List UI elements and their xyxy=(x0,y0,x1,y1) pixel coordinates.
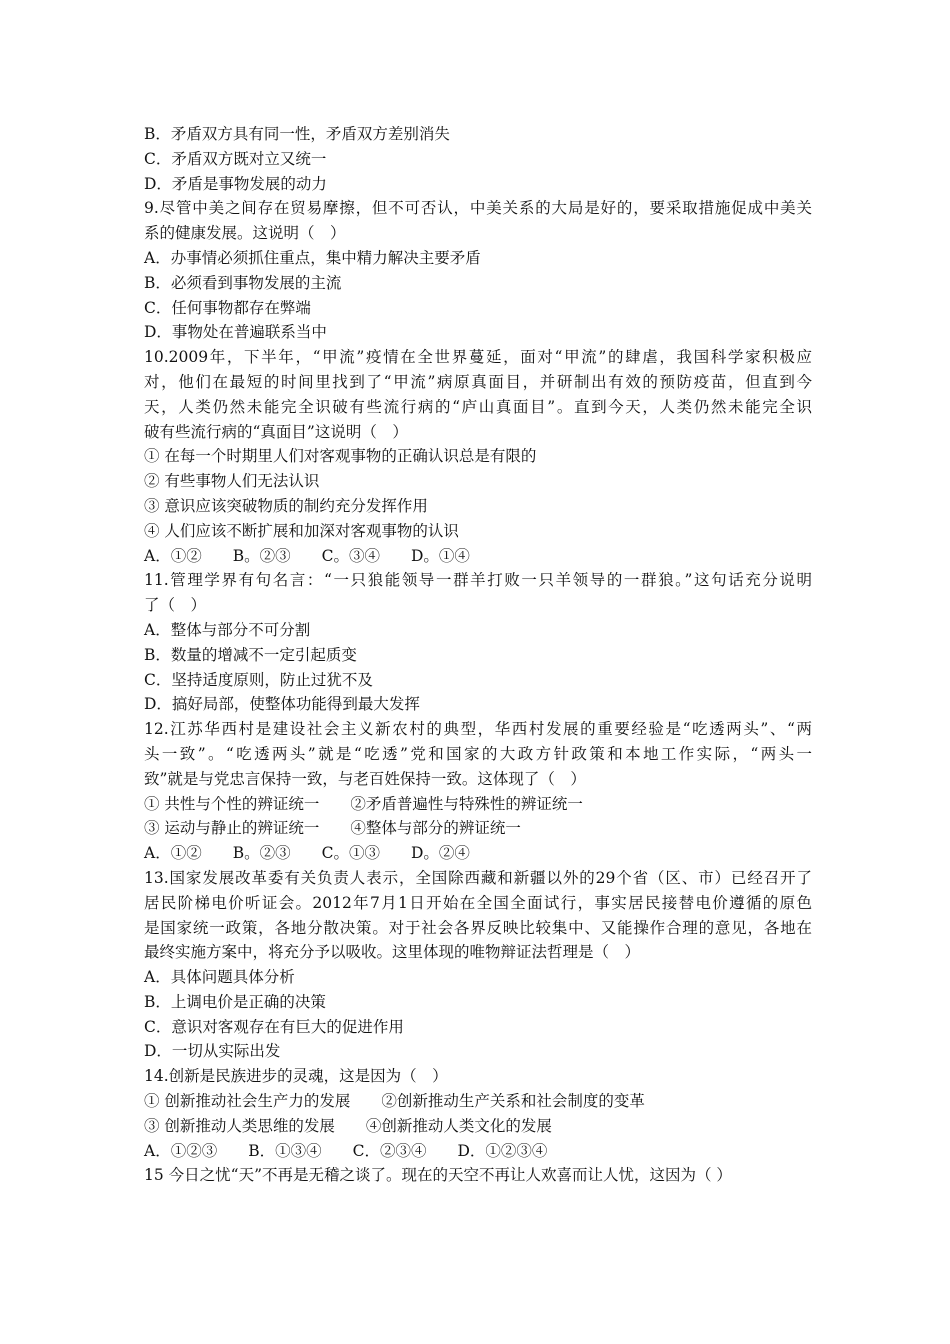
option-11c: C．坚持适度原则，防止过犹不及 xyxy=(144,670,373,689)
question-13-stem: 13.国家发展改革委有关负责人表示，全国除西藏和新疆以外的29个省（区、市）已经召开了 xyxy=(144,868,812,887)
document-page xyxy=(144,122,812,1188)
statement-12-1-2: ① 共性与个性的辨证统一 ②矛盾普遍性与特殊性的辨证统一 xyxy=(144,794,583,813)
question-11-stem: 了（ ） xyxy=(144,596,207,615)
question-9-stem: 9.尽管中美之间存在贸易摩擦，但不可否认，中美关系的大局是好的，要采取措施促成中美关 xyxy=(144,199,812,218)
question-14-stem: 14.创新是民族进步的灵魂，这是因为（ ） xyxy=(144,1067,448,1086)
question-10-stem: 破有些流行病的“真面目”这说明（ ） xyxy=(144,422,408,441)
option-11a: A．整体与部分不可分割 xyxy=(144,620,311,639)
statement-10-3: ③ 意识应该突破物质的制约充分发挥作用 xyxy=(144,496,428,515)
option-13a: A．具体问题具体分析 xyxy=(144,968,295,987)
question-9-stem: 系的健康发展。这说明（ ） xyxy=(144,224,346,243)
question-13-stem: 是国家统一政策，各地分散决策。对于社会各界反映比较集中、又能操作合理的意见，各地在 xyxy=(144,918,812,937)
statement-14-1-2: ① 创新推动社会生产力的发展 ②创新推动生产关系和社会制度的变革 xyxy=(144,1092,645,1111)
statement-10-1: ① 在每一个时期里人们对客观事物的正确认识总是有限的 xyxy=(144,447,537,466)
question-12-stem: 头一致”。“吃透两头”就是“吃透”党和国家的大政方针政策和本地工作实际，“两头一 xyxy=(144,744,812,763)
option-8d: D．矛盾是事物发展的动力 xyxy=(144,174,327,193)
statement-10-4: ④ 人们应该不断扩展和加深对客观事物的认识 xyxy=(144,521,459,540)
question-12-stem: 致”就是与党忠言保持一致，与老百姓保持一致。这体现了（ ） xyxy=(144,769,586,788)
option-11d: D．搞好局部，使整体功能得到最大发挥 xyxy=(144,695,420,714)
option-13b: B．上调电价是正确的决策 xyxy=(144,992,326,1011)
question-12-stem: 12.江苏华西村是建设社会主义新农村的典型，华西村发展的重要经验是“吃透两头”、“两 xyxy=(144,720,812,739)
options-14: A．①②③ B．①③④ C．②③④ D．①②③④ xyxy=(144,1141,548,1160)
options-12: A．①② B。②③ C。①③ D。②④ xyxy=(144,844,470,863)
option-9a: A．办事情必须抓住重点，集中精力解决主要矛盾 xyxy=(144,248,481,267)
statement-14-3-4: ③ 创新推动人类思维的发展 ④创新推动人类文化的发展 xyxy=(144,1116,552,1135)
statement-12-3-4: ③ 运动与静止的辨证统一 ④整体与部分的辨证统一 xyxy=(144,819,521,838)
option-13d: D．一切从实际出发 xyxy=(144,1042,281,1061)
option-8b: B．矛盾双方具有同一性，矛盾双方差别消失 xyxy=(144,125,450,143)
option-9b: B．必须看到事物发展的主流 xyxy=(144,273,342,292)
option-9d: D．事物处在普遍联系当中 xyxy=(144,323,327,342)
question-10-stem: 对，他们在最短的时间里找到了“甲流”病原真面目，并研制出有效的预防疫苗，但直到今 xyxy=(144,372,812,391)
question-10-stem: 10.2009年，下半年，“甲流”疫情在全世界蔓延，面对“甲流”的肆虐，我国科学家积极应 xyxy=(144,348,812,367)
question-11-stem: 11.管理学界有句名言：“一只狼能领导一群羊打败一只羊领导的一群狼。”这句话充分说明 xyxy=(144,571,812,590)
options-10: A．①② B。②③ C。③④ D。①④ xyxy=(144,546,470,565)
question-13-stem: 居民阶梯电价听证会。2012年7月1日开始在全国全面试行，事实居民接替电价遵循的原色 xyxy=(144,893,812,912)
option-11b: B．数量的增减不一定引起质变 xyxy=(144,645,357,664)
option-8c: C．矛盾双方既对立又统一 xyxy=(144,149,327,168)
option-13c: C．意识对客观存在有巨大的促进作用 xyxy=(144,1017,404,1036)
question-15-stem: 15 今日之忧“天”不再是无稽之谈了。现在的天空不再让人欢喜而让人忧，这因为（ ） xyxy=(144,1166,732,1185)
option-9c: C．任何事物都存在弊端 xyxy=(144,298,311,317)
question-13-stem: 最终实施方案中，将充分予以吸收。这里体现的唯物辩证法哲理是（ ） xyxy=(144,943,641,962)
statement-10-2: ② 有些事物人们无法认识 xyxy=(144,472,320,491)
question-10-stem: 天，人类仍然未能完全识破有些流行病的“庐山真面目”。直到今天，人类仍然未能完全识 xyxy=(144,397,812,416)
